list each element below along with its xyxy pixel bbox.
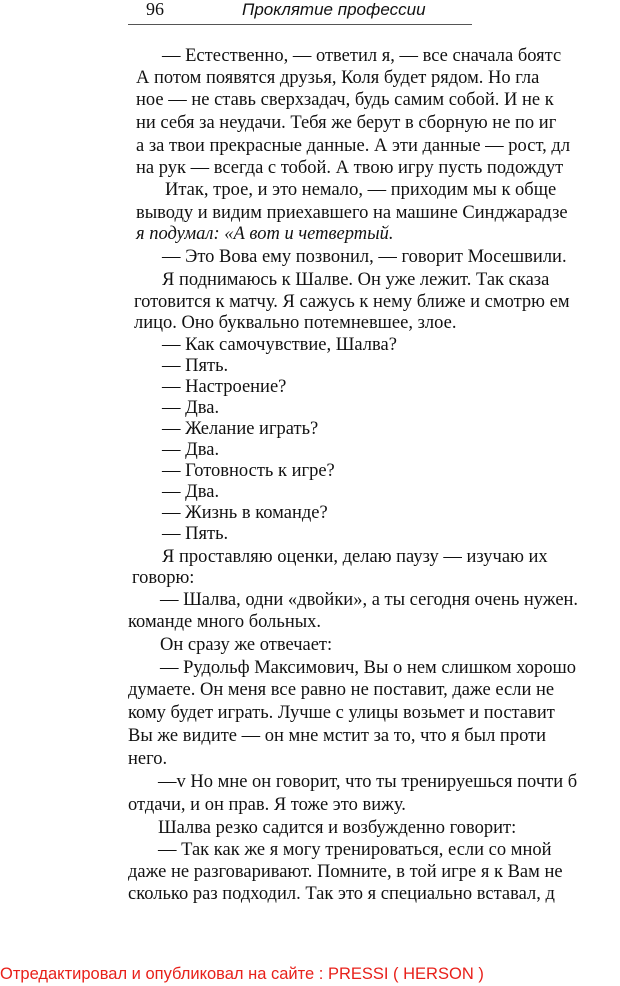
text-line: А потом появятся друзья, Коля будет рядом. Но гла (136, 68, 540, 88)
text-line: Вы же видите — он мне мстит за то, что я был проти (128, 726, 547, 746)
text-line: а за твои прекрасные данные. А эти данные — рост, дл (136, 136, 571, 156)
text-line: — Два. (162, 440, 220, 460)
text-line: даже не разговаривают. Помните, в той игре я к Вам не (128, 862, 563, 882)
text-line: лицо. Оно буквально потемневшее, злое. (134, 313, 457, 333)
text-line: выводу и видим приехавшего на машине Синджарадзе (136, 203, 568, 223)
text-line: — Как самочувствие, Шалва? (162, 335, 397, 355)
publisher-footer-note: Отредактировал и опубликовал на сайте : PRESSI ( HERSON ) (0, 965, 484, 983)
text-line: сколько раз подходил. Так это я специально вставал, д (128, 884, 555, 904)
text-line: — Желание играть? (162, 419, 319, 439)
text-line: — Шалва, одни «двойки», а ты сегодня очень нужен. (160, 590, 579, 610)
text-line: ни себя за неудачи. Тебя же берут в сборную не по иг (136, 113, 557, 133)
text-line: — Так как же я могу тренироваться, если со мной (158, 840, 552, 860)
text-line: кому будет играть. Лучше с улицы возьмет и поставит (128, 703, 555, 723)
text-line: готовится к матчу. Я сажусь к нему ближе и смотрю ем (134, 292, 570, 312)
text-line: я подумал: «А вот и четвертый. (136, 224, 394, 244)
text-line: — Пять. (162, 356, 229, 376)
text-line: отдачи, и он прав. Я тоже это вижу. (128, 795, 406, 815)
text-line: — Два. (162, 398, 220, 418)
text-line: — Естественно, — ответил я, — все сначала боятс (162, 46, 562, 66)
running-title: Проклятие профессии (242, 0, 426, 19)
text-line: — Это Вова ему позвонил, — говорит Мосешвили. (162, 247, 567, 267)
text-line: команде много больных. (128, 612, 322, 632)
text-line: — Рудольф Максимович, Вы о нем слишком хорошо (160, 658, 577, 678)
page-number: 96 (146, 0, 164, 19)
text-line: ное — не ставь сверхзадач, будь самим собой. И не к (136, 90, 554, 110)
text-line: него. (128, 749, 168, 769)
text-line: —v Но мне он говорит, что ты тренируешься почти б (158, 772, 578, 792)
text-line: на рук — всегда с тобой. А твою игру пусть подождут (136, 158, 564, 178)
text-line: думаете. Он меня все равно не поставит, даже если не (128, 680, 555, 700)
text-line: — Жизнь в команде? (162, 503, 328, 523)
text-line: — Пять. (162, 524, 229, 544)
text-line: Шалва резко садится и возбужденно говорит: (158, 818, 517, 838)
text-line: — Готовность к игре? (162, 461, 335, 481)
text-line: Я поднимаюсь к Шалве. Он уже лежит. Так сказа (162, 270, 550, 290)
text-line: Я проставляю оценки, делаю паузу — изучаю их (162, 547, 548, 567)
text-line: Он сразу же отвечает: (160, 635, 333, 655)
text-line: — Настроение? (162, 377, 287, 397)
text-line: Итак, трое, и это немало, — приходим мы к обще (165, 180, 557, 200)
text-line: — Два. (162, 482, 220, 502)
text-line: говорю: (132, 568, 195, 588)
